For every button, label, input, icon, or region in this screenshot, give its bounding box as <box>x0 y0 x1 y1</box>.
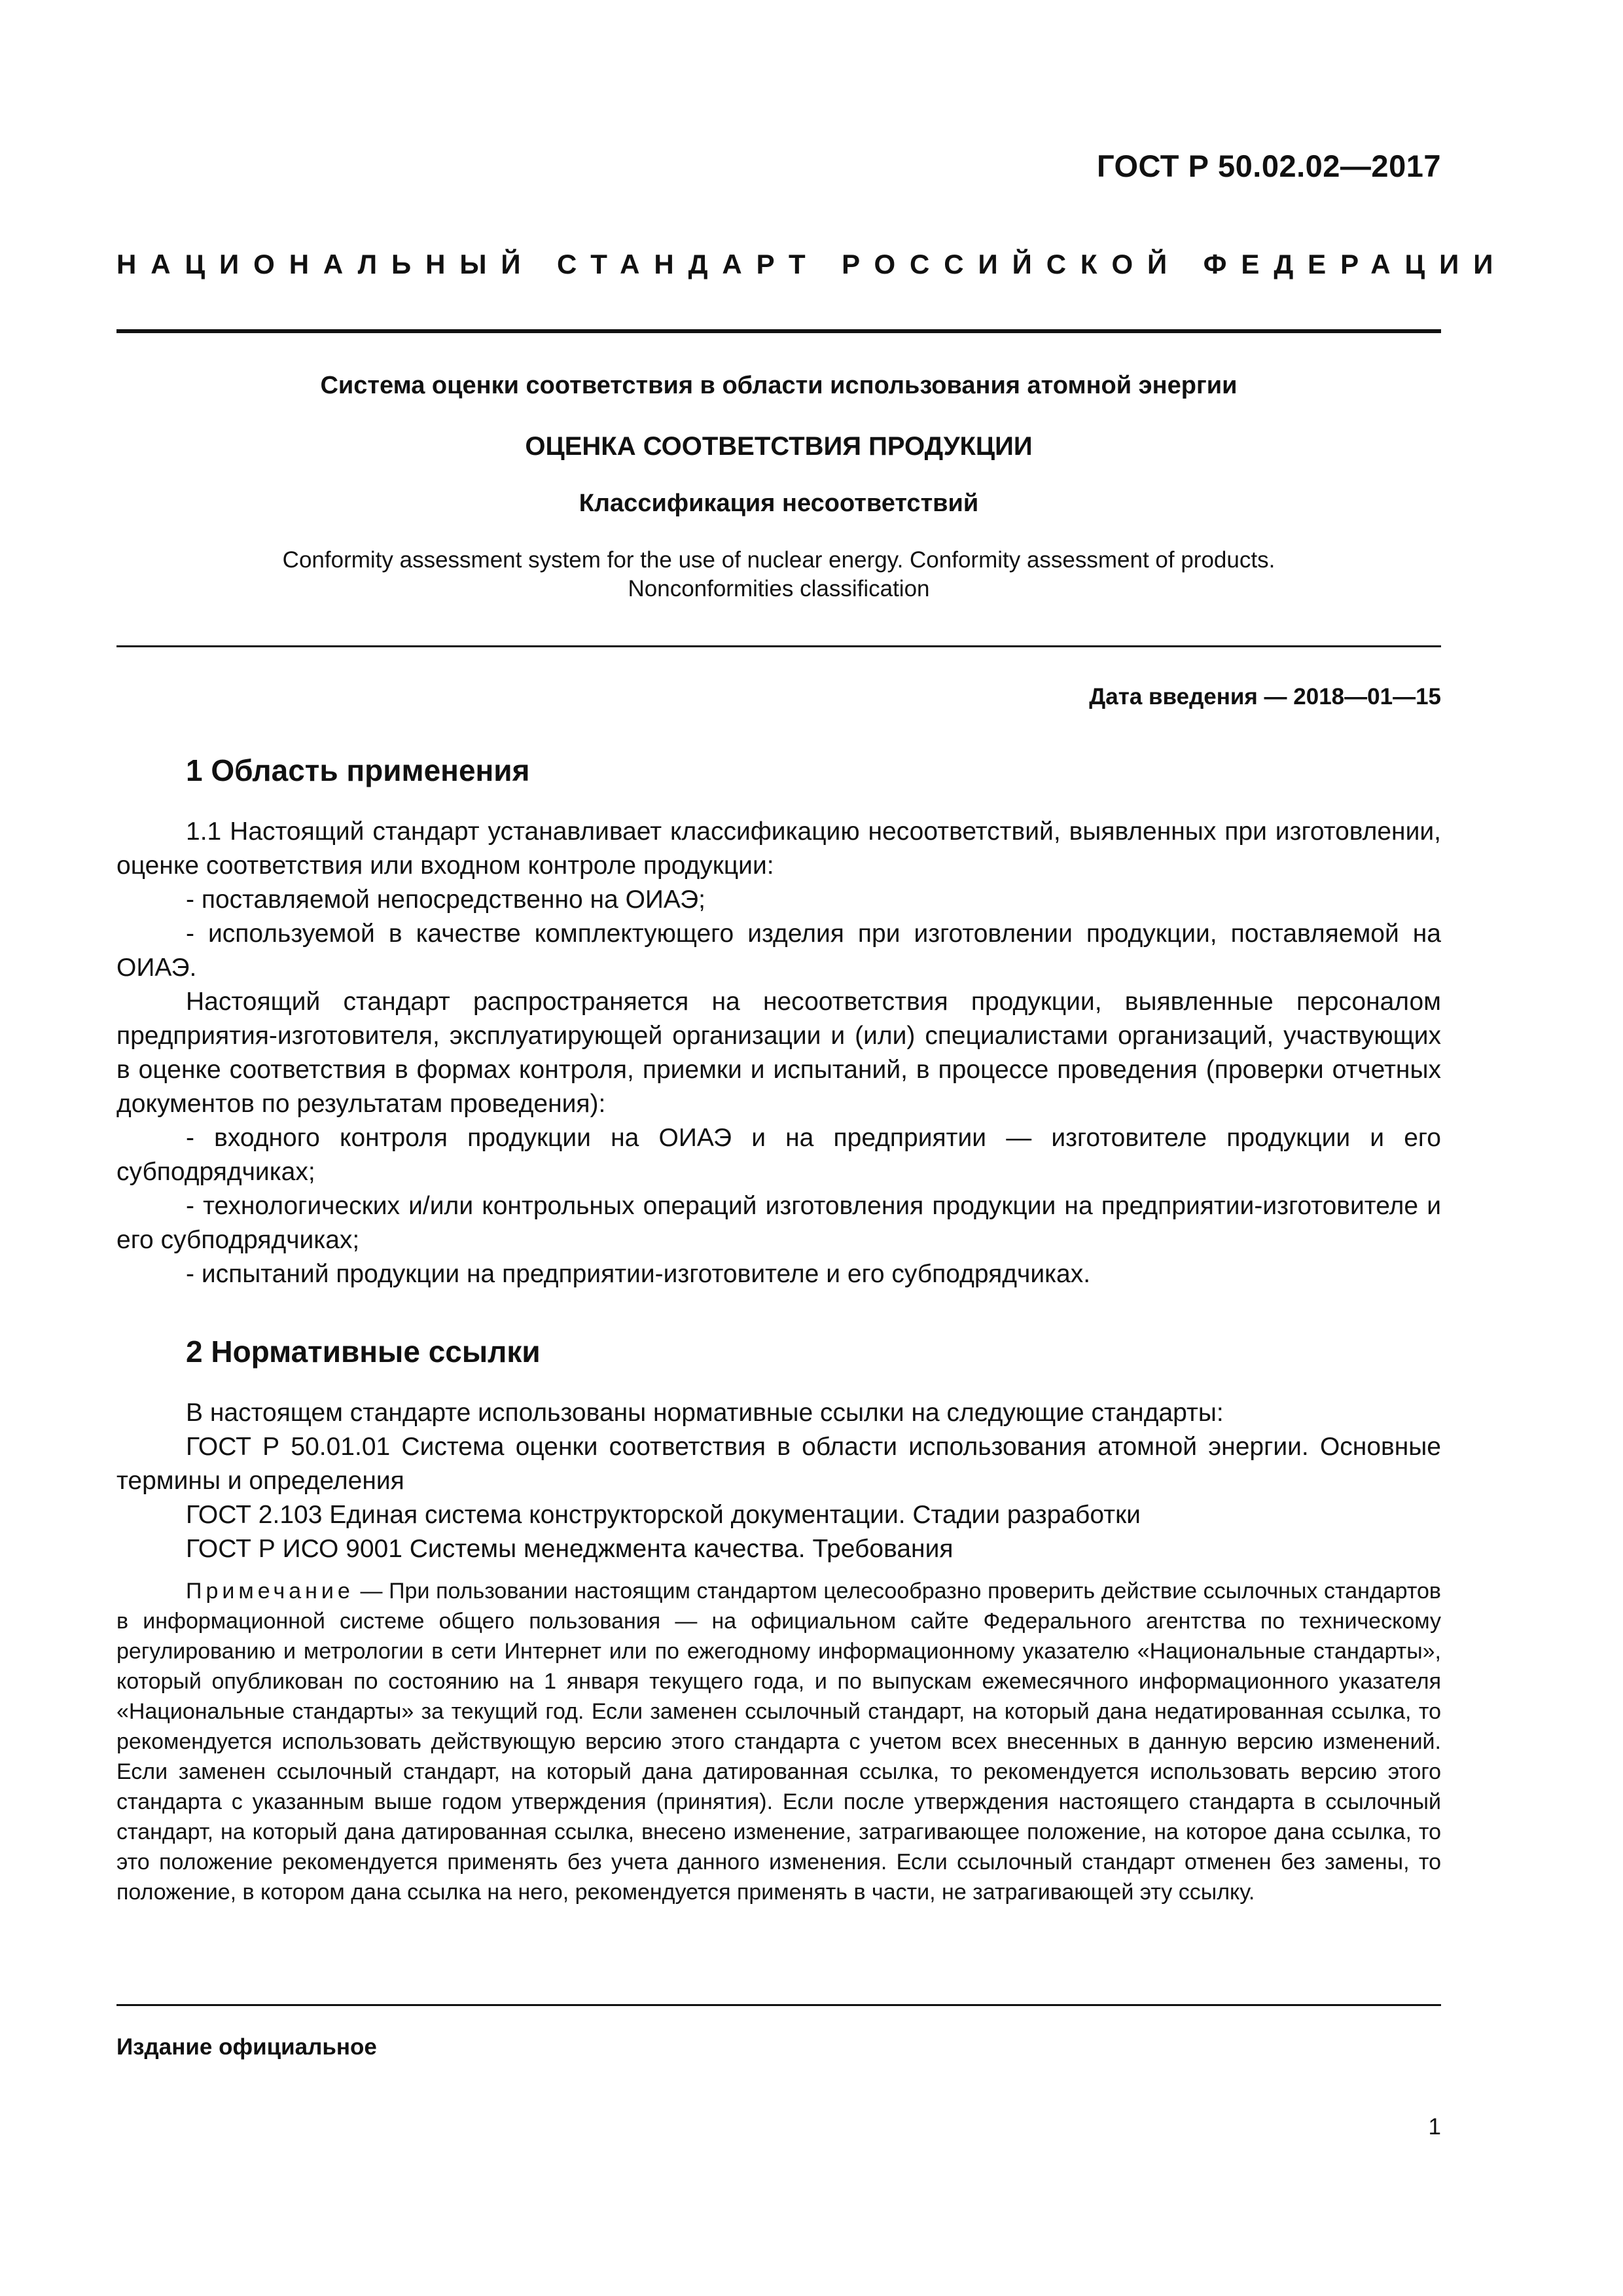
reference-item: ГОСТ 2.103 Единая система конструкторской документации. Стадии разработки <box>186 1501 1141 1529</box>
note-block <box>116 1576 1441 1907</box>
national-standard-banner: НАЦИОНАЛЬНЫЙ СТАНДАРТ РОССИЙСКОЙ ФЕДЕРАЦИИ <box>116 249 1508 279</box>
section-1-body <box>116 815 1441 1291</box>
section-1-heading: 1 Область применения <box>186 753 530 787</box>
list-item: - испытаний продукции на предприятии-изготовителе и его субподрядчиках. <box>186 1260 1091 1288</box>
page-number: 1 <box>1428 2114 1441 2140</box>
system-title: Система оценки соответствия в области использования атомной энергии <box>320 372 1238 399</box>
reference-item: ГОСТ Р ИСО 9001 Системы менеджмента качества. Требования <box>186 1535 954 1563</box>
paragraph: В настоящем стандарте использованы нормативные ссылки на следующие стандарты: <box>186 1399 1224 1427</box>
english-title-line-2: Nonconformities classification <box>628 576 930 601</box>
english-title <box>116 546 1441 603</box>
note-text: — При пользовании настоящим стандартом целесообразно проверить действие ссылочных стандартов в информационной системе общего пользования — на официальном сайте Федерального агентства по техническому регулированию и метрологии в сети Интернет или по ежегодному информационному указателю «Национальные стандарты», который опубликован по состоянию на 1 января текущего года, и по выпускам ежемесячного информационного указателя «Национальные стандарты» за текущий год. Если заменен ссылочный стандарт, на который дана недатированная ссылка, то рекомендуется использовать действующую версию этого стандарта с учетом всех внесенных в данную версию изменений. Если заменен ссылочный стандарт, на который дана датированная ссылка, то рекомендуется использовать версию этого стандарта с указанным выше годом утверждения (принятия). Если после утверждения настоящего стандарта в ссылочный стандарт, на который дана датированная ссылка, внесено изменение, затрагивающее положение, на которое дана ссылка, то это положение рекомендуется применять без учета данного изменения. Если ссылочный стандарт отменен без замены, то положение, в котором дана ссылка на него, рекомендуется применять в части, не затрагивающей эту ссылку. <box>116 1579 1441 1905</box>
introduction-date: Дата введения — 2018—01—15 <box>1089 684 1441 709</box>
footer-rule <box>116 2004 1441 2006</box>
paragraph: 1.1 Настоящий стандарт устанавливает классификацию несоответствий, выявленных при изготовлении, оценке соответствия или входном контроле продукции: <box>116 817 1441 880</box>
reference-item: ГОСТ Р 50.01.01 Система оценки соответствия в области использования атомной энергии. Основные термины и определения <box>116 1433 1441 1495</box>
english-title-line-1: Conformity assessment system for the use of nuclear energy. Conformity assessment of products. <box>282 547 1275 573</box>
section-2-body <box>116 1396 1441 1566</box>
note-label: Примечание <box>186 1579 354 1604</box>
document-page <box>116 0 1508 2296</box>
note-paragraph <box>116 1576 1441 1907</box>
title-rule <box>116 645 1441 647</box>
list-item: - поставляемой непосредственно на ОИАЭ; <box>186 886 705 914</box>
list-item: - входного контроля продукции на ОИАЭ и на предприятии — изготовителе продукции и его субподрядчиках; <box>116 1124 1441 1186</box>
list-item: - технологических и/или контрольных операций изготовления продукции на предприятии-изготовителе и его субподрядчиках; <box>116 1192 1441 1254</box>
header-rule <box>116 329 1441 333</box>
list-item: - используемой в качестве комплектующего изделия при изготовлении продукции, поставляемой на ОИАЭ. <box>116 920 1441 982</box>
document-code: ГОСТ Р 50.02.02—2017 <box>1096 149 1441 183</box>
paragraph: Настоящий стандарт распространяется на несоответствия продукции, выявленные персоналом предприятия-изготовителя, эксплуатирующей организации и (или) специалистами организаций, участвующих в оценке соответствия в формах контроля, приемки и испытаний, в процессе проведения (проверки отчетных документов по результатам проведения): <box>116 988 1441 1118</box>
official-edition-label: Издание официальное <box>116 2034 377 2060</box>
section-2-heading: 2 Нормативные ссылки <box>186 1335 541 1369</box>
sub-title: Классификация несоответствий <box>579 490 979 517</box>
main-title: ОЦЕНКА СООТВЕТСТВИЯ ПРОДУКЦИИ <box>525 432 1033 461</box>
